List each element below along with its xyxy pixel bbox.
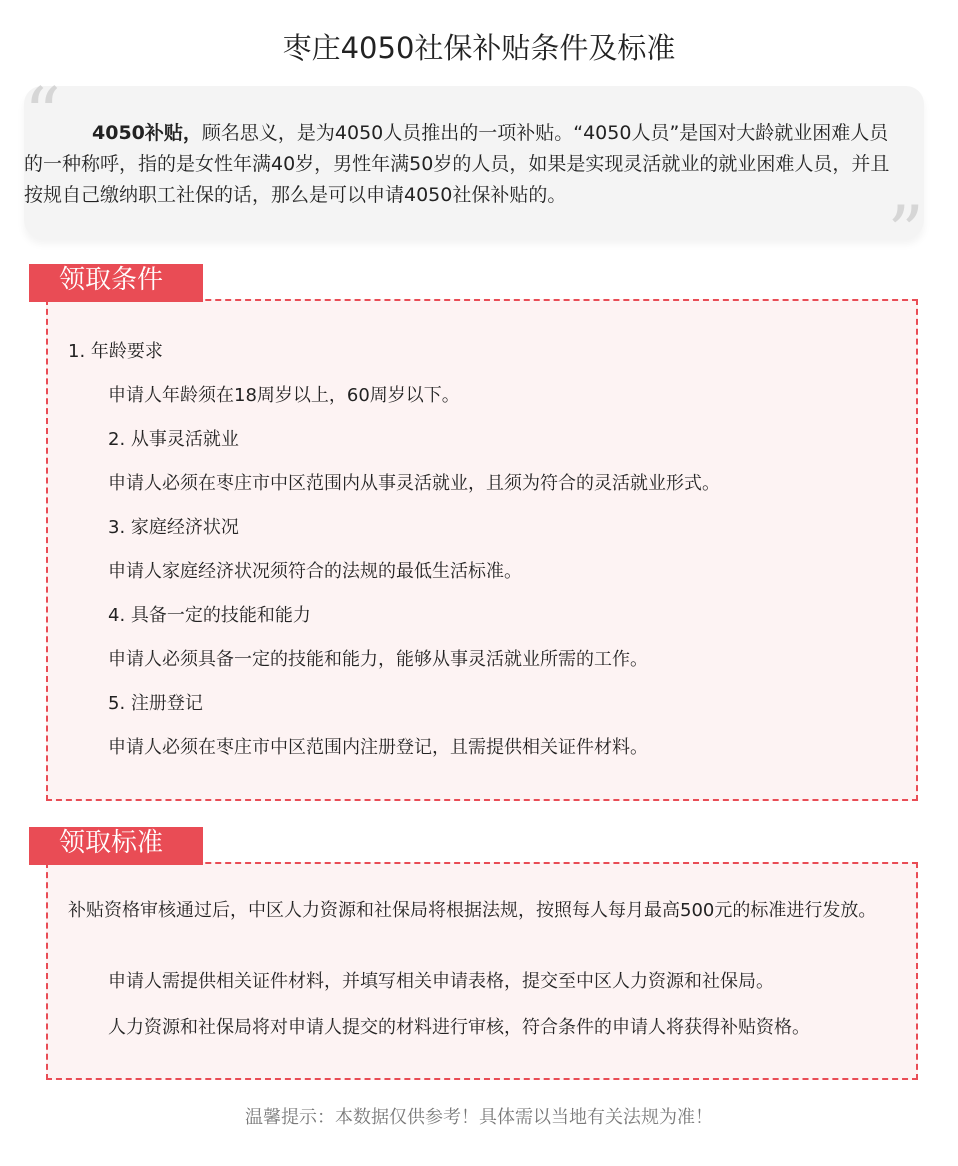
standards-heading: 领取标准 [29, 827, 203, 865]
intro-term: 4050补贴， [92, 122, 202, 144]
condition-text-4: 申请人必须具备一定的技能和能力，能够从事灵活就业所需的工作。 [108, 649, 648, 670]
standards-text-1: 申请人需提供相关证件材料，并填写相关申请表格，提交至中区人力资源和社保局。 [108, 971, 774, 992]
intro-body: 顾名思义，是为4050人员推出的一项补贴。“4050人员”是国对大龄就业困难人员的一种称呼，指的是女性年满40岁，男性年满50岁的人员，如果是实现灵活就业的就业困难人员，并且按规自己缴纳职工社保的话，那么是可以申请4050社保补贴的。 [24, 122, 890, 206]
standards-box [46, 862, 918, 1080]
condition-heading-3: 3. 家庭经济状况 [108, 517, 239, 538]
condition-heading-1: 1. 年龄要求 [68, 341, 163, 362]
standards-paragraph: 补贴资格审核通过后，中区人力资源和社保局将根据法规，按照每人每月最高500元的标准进行发放。 [68, 900, 877, 921]
page-title: 枣庄4050社保补贴条件及标准 [282, 31, 676, 65]
condition-heading-4: 4. 具备一定的技能和能力 [108, 605, 311, 626]
condition-text-3: 申请人家庭经济状况须符合的法规的最低生活标准。 [108, 561, 522, 582]
condition-heading-2: 2. 从事灵活就业 [108, 429, 239, 450]
close-quote-icon: ” [887, 190, 924, 274]
standards-text-2: 人力资源和社保局将对申请人提交的材料进行审核，符合条件的申请人将获得补贴资格。 [108, 1017, 810, 1038]
condition-text-1: 申请人年龄须在18周岁以上，60周岁以下。 [108, 385, 460, 406]
conditions-heading: 领取条件 [29, 264, 203, 302]
condition-text-2: 申请人必须在枣庄市中区范围内从事灵活就业，且须为符合的灵活就业形式。 [108, 473, 720, 494]
footer-note: 温馨提示：本数据仅供参考！具体需以当地有关法规为准！ [245, 1107, 713, 1128]
open-quote-icon: “ [24, 72, 61, 156]
condition-heading-5: 5. 注册登记 [108, 693, 203, 714]
intro-box [24, 72, 924, 274]
condition-text-5: 申请人必须在枣庄市中区范围内注册登记，且需提供相关证件材料。 [108, 737, 648, 758]
intro-text [24, 118, 894, 211]
conditions-box [46, 299, 918, 801]
